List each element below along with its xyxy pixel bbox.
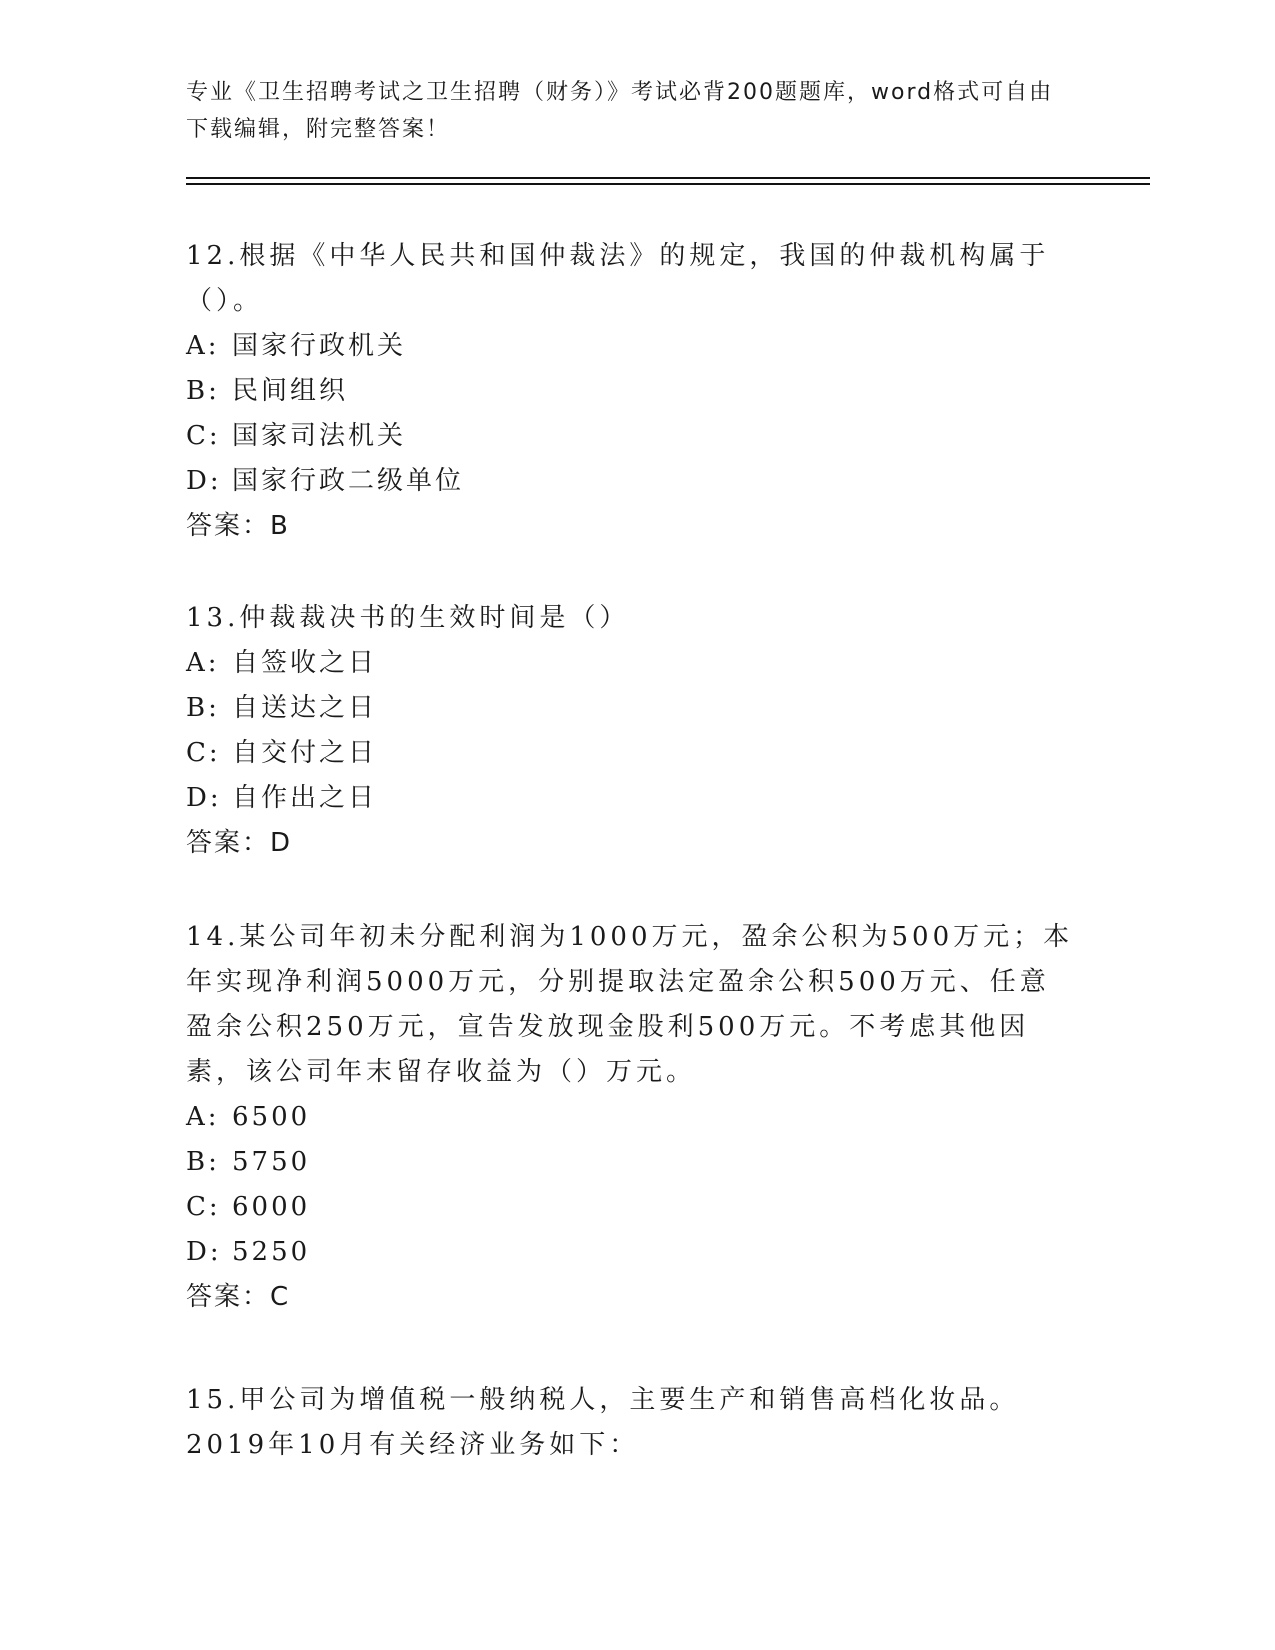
option-text: 国家行政机关: [232, 331, 407, 361]
option-a: [186, 1095, 1076, 1140]
question-12: [186, 234, 1076, 549]
option-text: 自送达之日: [232, 693, 378, 723]
option-text: 民间组织: [232, 376, 349, 406]
question-stem: 14.某公司年初未分配利润为1000万元，盈余公积为500万元；本年实现净利润5000万元，分别提取法定盈余公积500万元、任意盈余公积250万元，宣告发放现金股利500万元。不考虑其他因素，该公司年末留存收益为（）万元。: [186, 922, 1074, 1087]
header-divider-bottom: [186, 183, 1150, 185]
option-key: D:: [186, 1237, 222, 1267]
option-b: [186, 369, 1076, 414]
option-key: B:: [186, 376, 220, 406]
option-key: B:: [186, 693, 220, 723]
option-key: B:: [186, 1147, 220, 1177]
option-text: 自签收之日: [232, 648, 378, 678]
document-header: 专业《卫生招聘考试之卫生招聘（财务）》考试必背200题题库，word格式可自由下载编辑，附完整答案！: [186, 80, 1054, 142]
question-stem: 12.根据《中华人民共和国仲裁法》的规定，我国的仲裁机构属于（）。: [186, 241, 1050, 316]
option-text: 国家司法机关: [232, 421, 407, 451]
option-c: [186, 731, 1076, 776]
option-text: 自作出之日: [232, 783, 378, 813]
option-text: 5750: [232, 1147, 311, 1177]
option-text: 5250: [232, 1237, 311, 1267]
option-key: C:: [186, 738, 221, 768]
option-a: [186, 324, 1076, 369]
option-d: [186, 459, 1076, 504]
question-14: [186, 915, 1076, 1320]
header-divider-top: [186, 177, 1150, 179]
option-b: [186, 686, 1076, 731]
option-d: [186, 1230, 1076, 1275]
answer-line: 答案：B: [186, 511, 290, 541]
question-stem: 13.仲裁裁决书的生效时间是（）: [186, 603, 630, 633]
question-stem: 15.甲公司为增值税一般纳税人，主要生产和销售高档化妆品。2019年10月有关经济业务如下：: [186, 1385, 1020, 1460]
option-c: [186, 414, 1076, 459]
option-a: [186, 641, 1076, 686]
option-key: D:: [186, 783, 222, 813]
option-key: C:: [186, 1192, 221, 1222]
option-key: C:: [186, 421, 221, 451]
option-text: 6500: [232, 1102, 311, 1132]
option-text: 自交付之日: [232, 738, 378, 768]
option-c: [186, 1185, 1076, 1230]
option-key: D:: [186, 466, 222, 496]
option-d: [186, 776, 1076, 821]
option-key: A:: [186, 648, 220, 678]
option-key: A:: [186, 1102, 220, 1132]
option-text: 国家行政二级单位: [232, 466, 465, 496]
option-key: A:: [186, 331, 220, 361]
answer-line: 答案：D: [186, 828, 293, 858]
option-text: 6000: [232, 1192, 311, 1222]
option-b: [186, 1140, 1076, 1185]
question-15: [186, 1378, 1076, 1468]
question-13: [186, 596, 1076, 866]
answer-line: 答案：C: [186, 1282, 291, 1312]
